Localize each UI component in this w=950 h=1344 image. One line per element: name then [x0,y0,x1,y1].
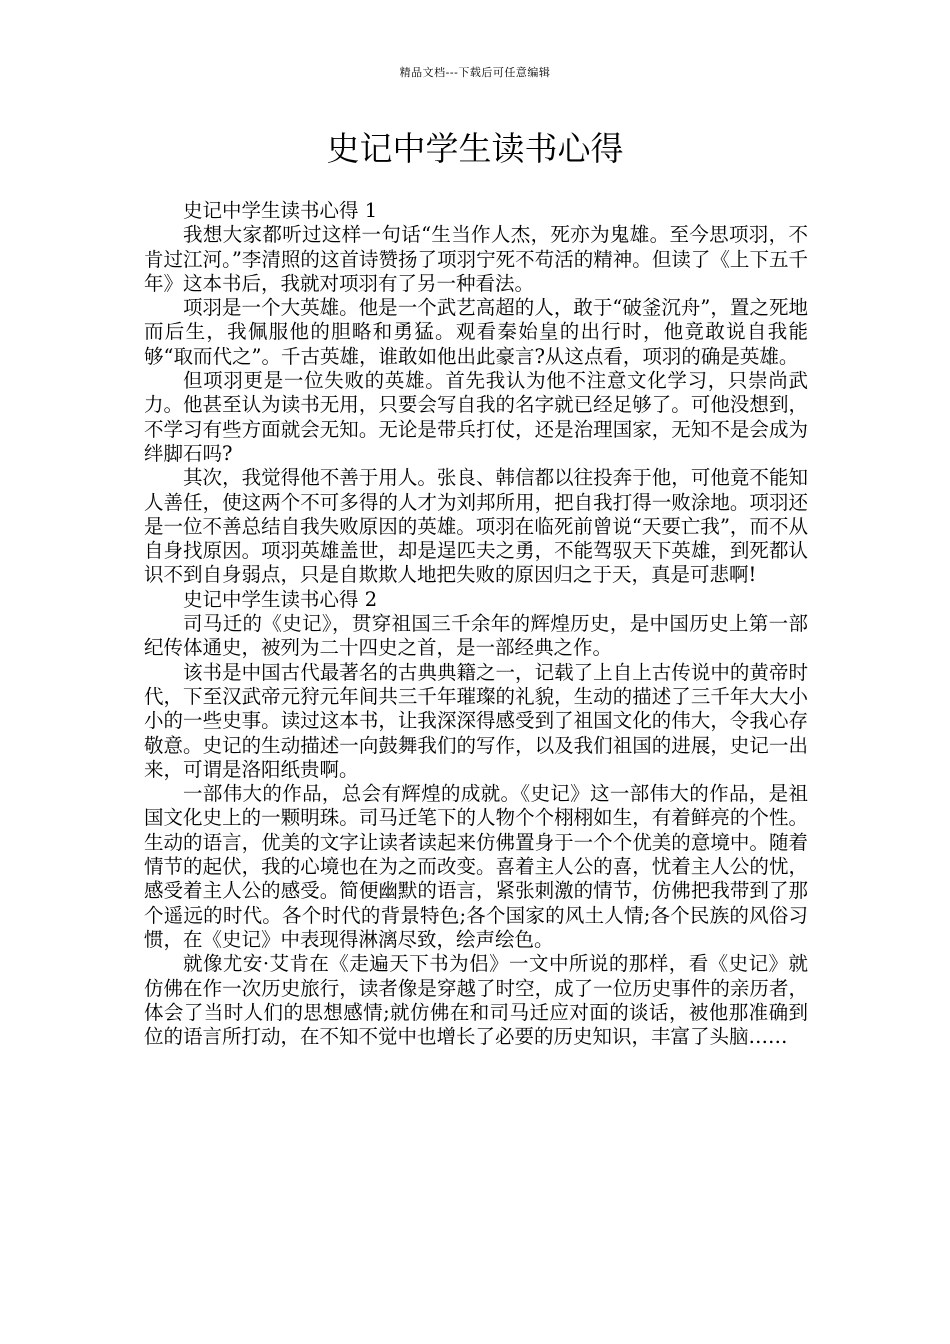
paragraph: 我想大家都听过这样一句话“生当作人杰，死亦为鬼雄。至今思项羽，不肯过江河。”李清照的这首诗赞扬了项羽宁死不苟活的精神。但读了《上下五千年》这本书后，我就对项羽有了另一种看法。 [144,223,808,295]
paragraph: 该书是中国古代最著名的古典典籍之一，记载了上自上古传说中的黄帝时代，下至汉武帝元狩元年间共三千年璀璨的礼貌，生动的描述了三千年大大小小的一些史事。读过这本书，让我深深得感受到了祖国文化的伟大，令我心存敬意。史记的生动描述一向鼓舞我们的写作，以及我们祖国的进展，史记一出来，可谓是洛阳纸贵啊。 [144,660,808,781]
document-title: 史记中学生读书心得 [326,129,624,168]
document-body [144,199,808,1049]
section-heading-2: 史记中学生读书心得 2 [183,587,378,611]
paragraph: 一部伟大的作品，总会有辉煌的成就。《史记》这一部伟大的作品，是祖国文化史上的一颗明珠。司马迁笔下的人物个个栩栩如生，有着鲜亮的个性。生动的语言，优美的文字让读者读起来仿佛置身于一个个优美的意境中。随着情节的起伏，我的心境也在为之而改变。喜着主人公的喜，忧着主人公的忧，感受着主人公的感受。简便幽默的语言，紧张刺激的情节，仿佛把我带到了那个遥远的时代。各个时代的背景特色;各个国家的风土人情;各个民族的风俗习惯，在《史记》中表现得淋漓尽致，绘声绘色。 [144,782,808,951]
running-head: 精品文档---下载后可任意编辑 [399,66,551,79]
paragraph: 但项羽更是一位失败的英雄。首先我认为他不注意文化学习，只崇尚武力。他甚至认为读书无用，只要会写自我的名字就已经足够了。可他没想到，不学习有些方面就会无知。无论是带兵打仗，还是治理国家，无知不是会成为绊脚石吗? [144,369,808,465]
section-heading-1: 史记中学生读书心得 1 [183,199,378,222]
paragraph: 其次，我觉得他不善于用人。张良、韩信都以往投奔于他，可他竟不能知人善任，使这两个不可多得的人才为刘邦所用，把自我打得一败涂地。项羽还是一位不善总结自我失败原因的英雄。项羽在临死前曾说“天要亡我”，而不从自身找原因。项羽英雄盖世，却是逞匹夫之勇，不能驾驭天下英雄，到死都认识不到自身弱点，只是自欺欺人地把失败的原因归之于天，真是可悲啊! [144,466,808,587]
paragraph: 就像尤安·艾肯在《走遍天下书为侣》一文中所说的那样，看《史记》就仿佛在作一次历史旅行，读者像是穿越了时空，成了一位历史事件的亲历者，体会了当时人们的思想感情;就仿佛在和司马迁应对面的谈话，被他那准确到位的语言所打动，在不知不觉中也增长了必要的历史知识，丰富了头脑…… [144,952,808,1049]
paragraph: 司马迁的《史记》，贯穿祖国三千余年的辉煌历史，是中国历史上第一部纪传体通史，被列为二十四史之首，是一部经典之作。 [144,612,808,660]
paragraph: 项羽是一个大英雄。他是一个武艺高超的人，敢于“破釜沉舟”，置之死地而后生，我佩服他的胆略和勇猛。观看秦始皇的出行时，他竟敢说自我能够“取而代之”。千古英雄，谁敢如他出此豪言?从这点看，项羽的确是英雄。 [144,296,808,368]
